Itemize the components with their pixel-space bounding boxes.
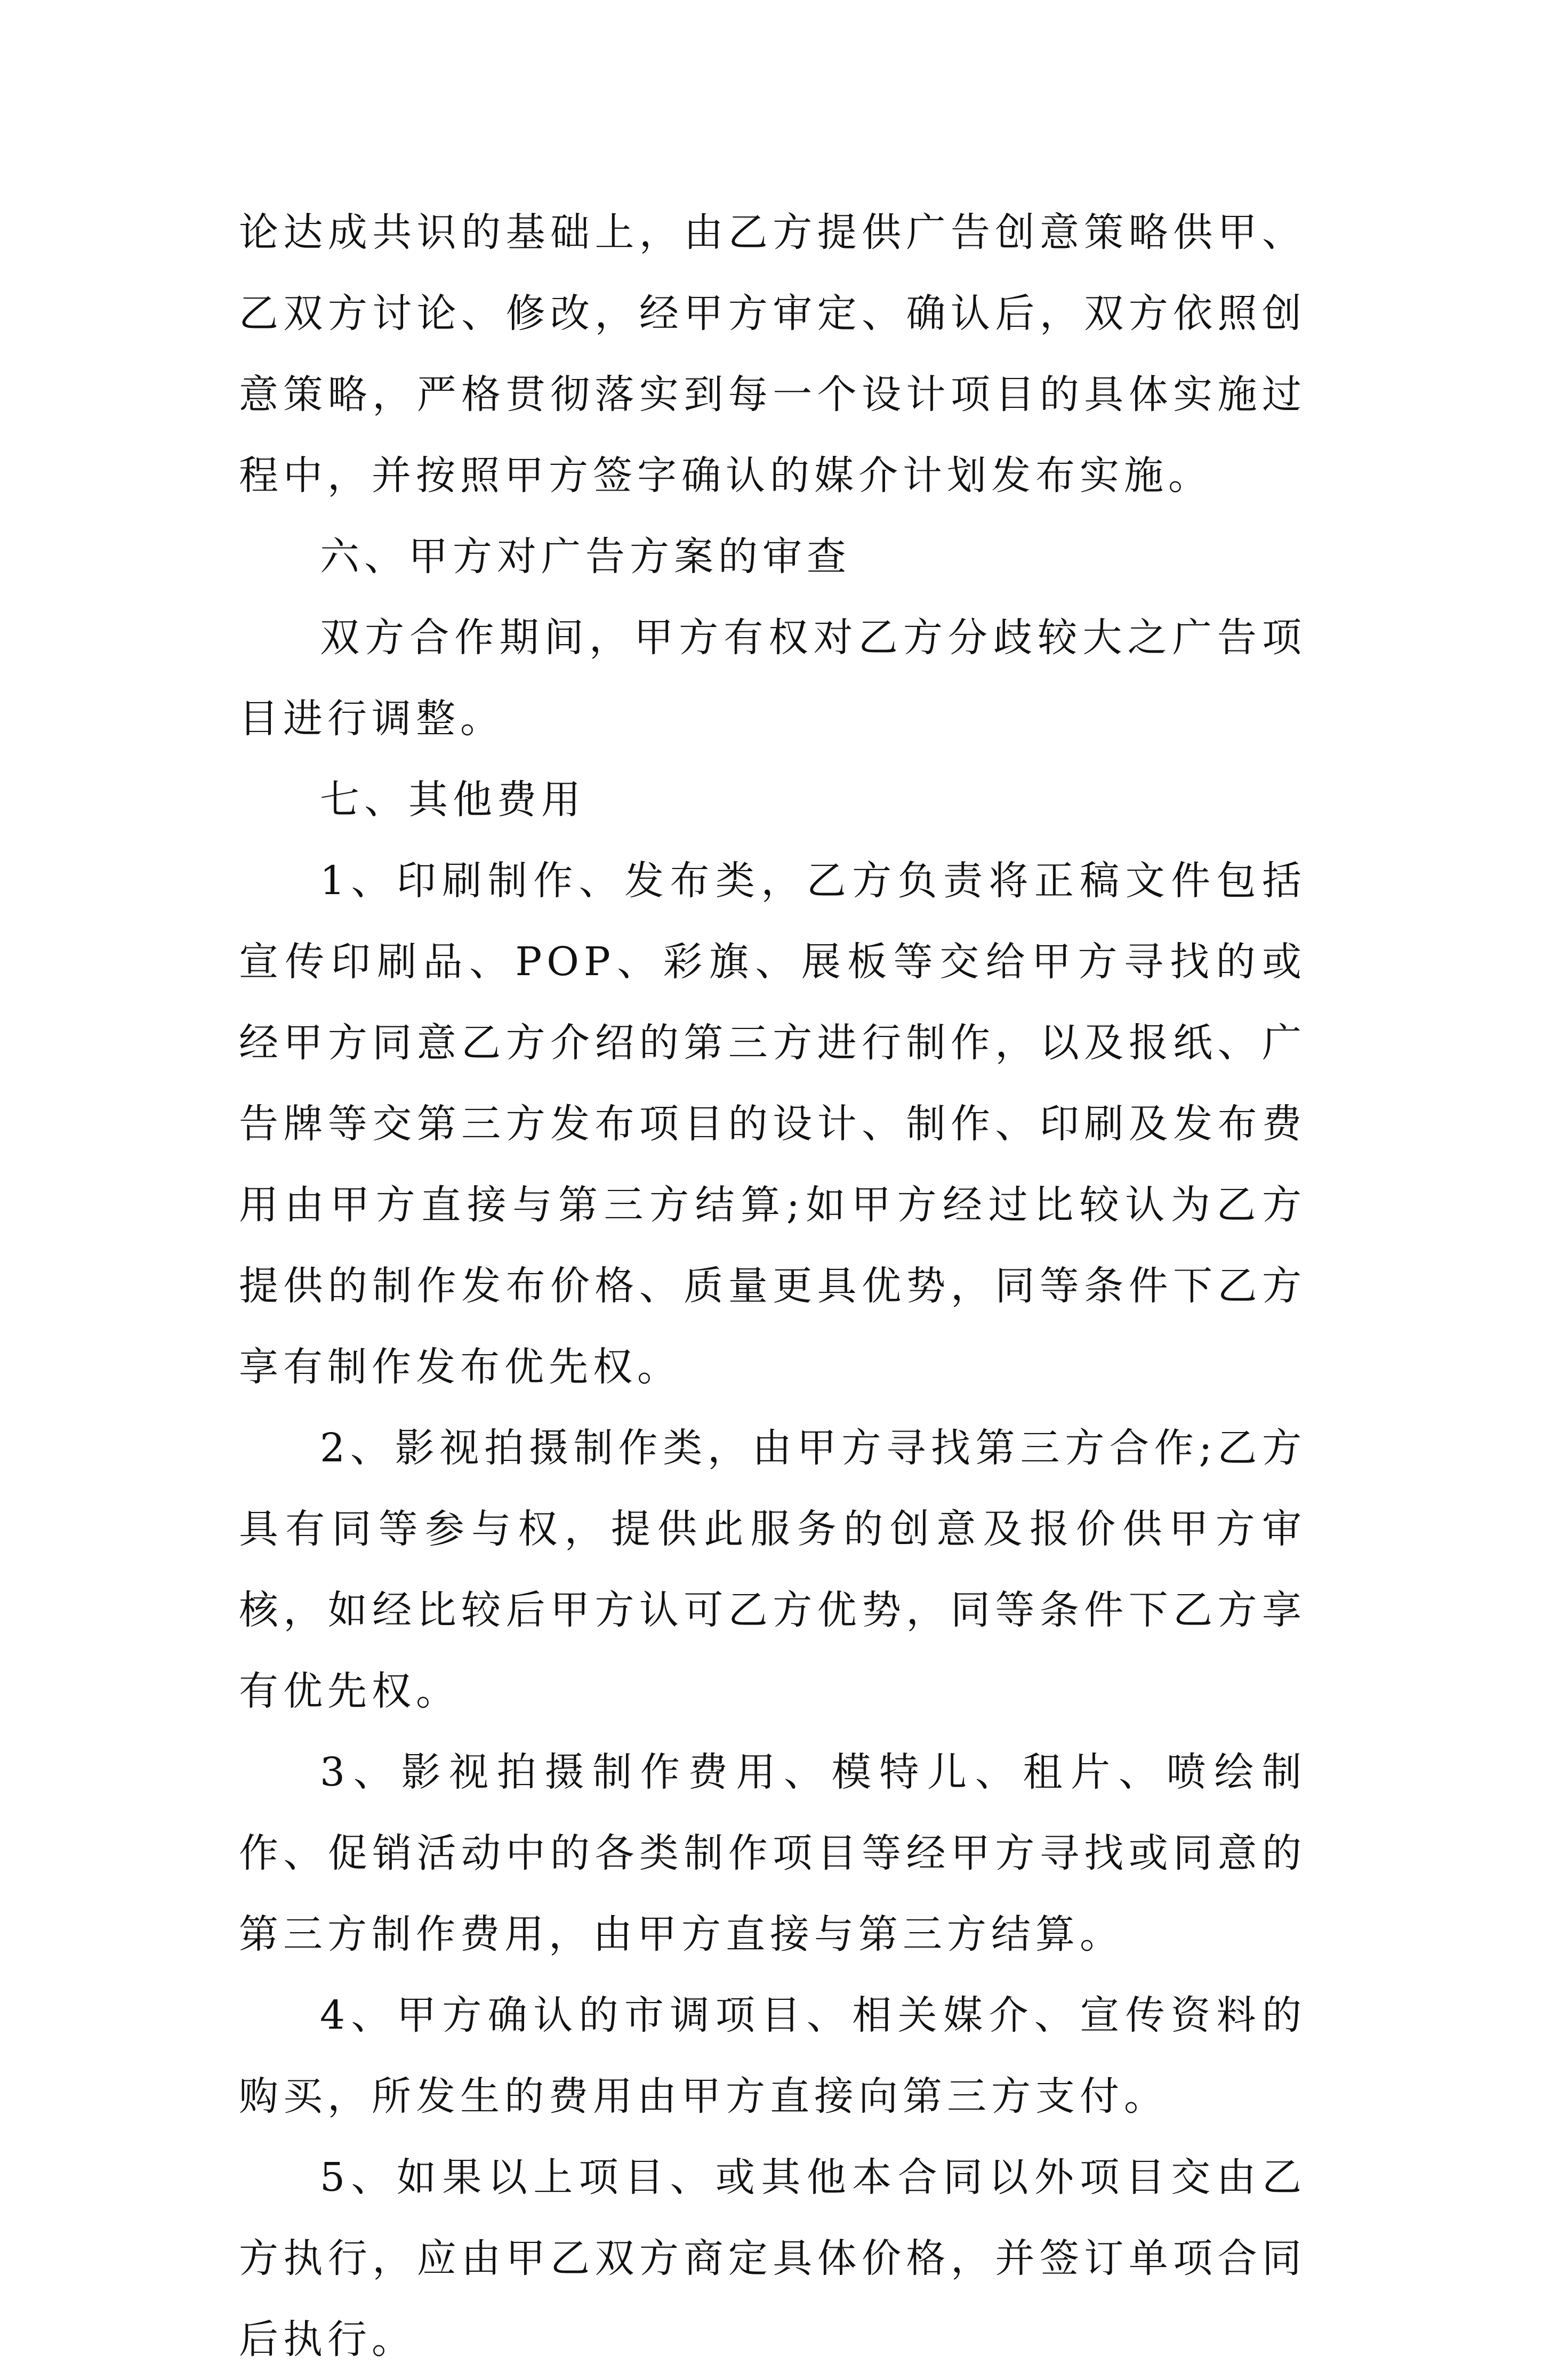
paragraph-section-6: 双方合作期间，甲方有权对乙方分歧较大之广告项目进行调整。 bbox=[239, 615, 1306, 742]
paragraph-7-1: 1、印刷制作、发布类，乙方负责将正稿文件包括宣传印刷品、POP、彩旗、展板等交给甲方寻找的或经甲方同意乙方介绍的第三方进行制作，以及报纸、广告牌等交第三方发布项目的设计、制作、印刷及发布费用由甲方直接与第三方结算;如甲方经过比较认为乙方提供的制作发布价格、质量更具优势，同等条件下乙方享有制作发布优先权。 bbox=[239, 858, 1306, 1390]
paragraph-7-5: 5、如果以上项目、或其他本合同以外项目交由乙方执行，应由甲乙双方商定具体价格，并签订单项合同后执行。 bbox=[239, 2154, 1306, 2362]
section-heading-7: 七、其他费用 bbox=[320, 777, 585, 823]
paragraph-7-4: 4、甲方确认的市调项目、相关媒介、宣传资料的购买，所发生的费用由甲方直接向第三方支付。 bbox=[239, 1992, 1306, 2119]
section-heading-6: 六、甲方对广告方案的审查 bbox=[320, 534, 851, 580]
paragraph-7-2: 2、影视拍摄制作类，由甲方寻找第三方合作;乙方具有同等参与权，提供此服务的创意及报价供甲方审核，如经比较后甲方认可乙方优势，同等条件下乙方享有优先权。 bbox=[239, 1425, 1306, 1714]
document-body bbox=[239, 192, 1306, 2380]
paragraph-7-3: 3、影视拍摄制作费用、模特儿、租片、喷绘制作、促销活动中的各类制作项目等经甲方寻找或同意的第三方制作费用，由甲方直接与第三方结算。 bbox=[239, 1749, 1306, 1957]
paragraph-continued: 论达成共识的基础上，由乙方提供广告创意策略供甲、乙双方讨论、修改，经甲方审定、确认后，双方依照创意策略，严格贯彻落实到每一个设计项目的具体实施过程中，并按照甲方签字确认的媒介计划发布实施。 bbox=[239, 210, 1306, 498]
